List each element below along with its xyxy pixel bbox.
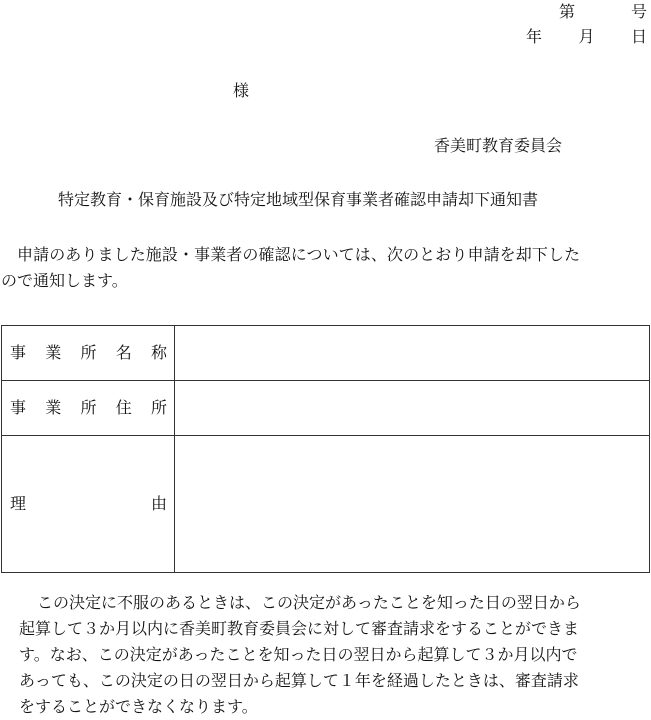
- appeal-line-3-wrap: [1, 642, 649, 668]
- label-char: 所: [80, 398, 97, 417]
- office-address-value: [175, 381, 649, 435]
- label-cell-office-address: [2, 381, 175, 435]
- number-prefix: 第: [559, 2, 576, 21]
- label-char: 業: [45, 343, 62, 362]
- label-char: 事: [10, 398, 27, 417]
- label-char: 事: [10, 343, 27, 362]
- appeal-line-4-wrap: [1, 668, 649, 694]
- document-date: [526, 27, 647, 47]
- number-suffix: 号: [630, 2, 647, 21]
- appeal-line-1: この決定に不服のあるときは、この決定があったことを知った日の翌日から: [37, 593, 581, 612]
- table-row-office-address: [2, 381, 649, 436]
- label-char: 所: [80, 343, 97, 362]
- appeal-line-2-wrap: [1, 616, 649, 642]
- appeal-line-5-wrap: [1, 694, 649, 720]
- reason-value: [175, 436, 649, 572]
- details-table: [1, 325, 650, 573]
- intro-line-2: ので通知します。: [1, 271, 128, 290]
- table-row-reason: [2, 436, 649, 572]
- addressee-honorific: 様: [233, 81, 250, 100]
- appeal-notice: [1, 590, 649, 720]
- appeal-line-4: あっても、この決定の日の翌日から起算して１年を経過したときは、審査請求: [19, 671, 579, 690]
- intro-line-1: [1, 242, 649, 268]
- appeal-line-1-wrap: [1, 590, 649, 616]
- label-char: 住: [115, 398, 132, 417]
- office-name-value: [175, 326, 649, 380]
- label-cell-office-name: [2, 326, 175, 380]
- document-title: 特定教育・保育施設及び特定地域型保育事業者確認申請却下通知書: [58, 190, 539, 209]
- table-row-office-name: [2, 326, 649, 381]
- label-char: 名: [115, 343, 132, 362]
- date-year-label: 年: [526, 27, 543, 46]
- label-cell-reason: [2, 436, 175, 572]
- issuer-name: 香美町教育委員会: [434, 136, 563, 155]
- intro-line-1-text: 申請のありました施設・事業者の確認については、次のとおり申請を却下した: [17, 245, 581, 264]
- document-number: [559, 2, 647, 22]
- label-char: 理: [10, 494, 27, 513]
- intro-paragraph: [1, 242, 649, 294]
- appeal-line-3: す。なお、この決定があったことを知った日の翌日から起算して３か月以内で: [19, 645, 578, 664]
- label-char: 所: [150, 398, 167, 417]
- date-day-label: 日: [630, 27, 647, 46]
- appeal-line-5: をすることができなくなります。: [19, 697, 258, 716]
- date-month-label: 月: [578, 27, 595, 46]
- label-char: 業: [45, 398, 62, 417]
- appeal-line-2: 起算して３か月以内に香美町教育委員会に対して審査請求をすることができま: [19, 619, 580, 638]
- label-char: 由: [150, 494, 167, 513]
- label-char: 称: [150, 343, 167, 362]
